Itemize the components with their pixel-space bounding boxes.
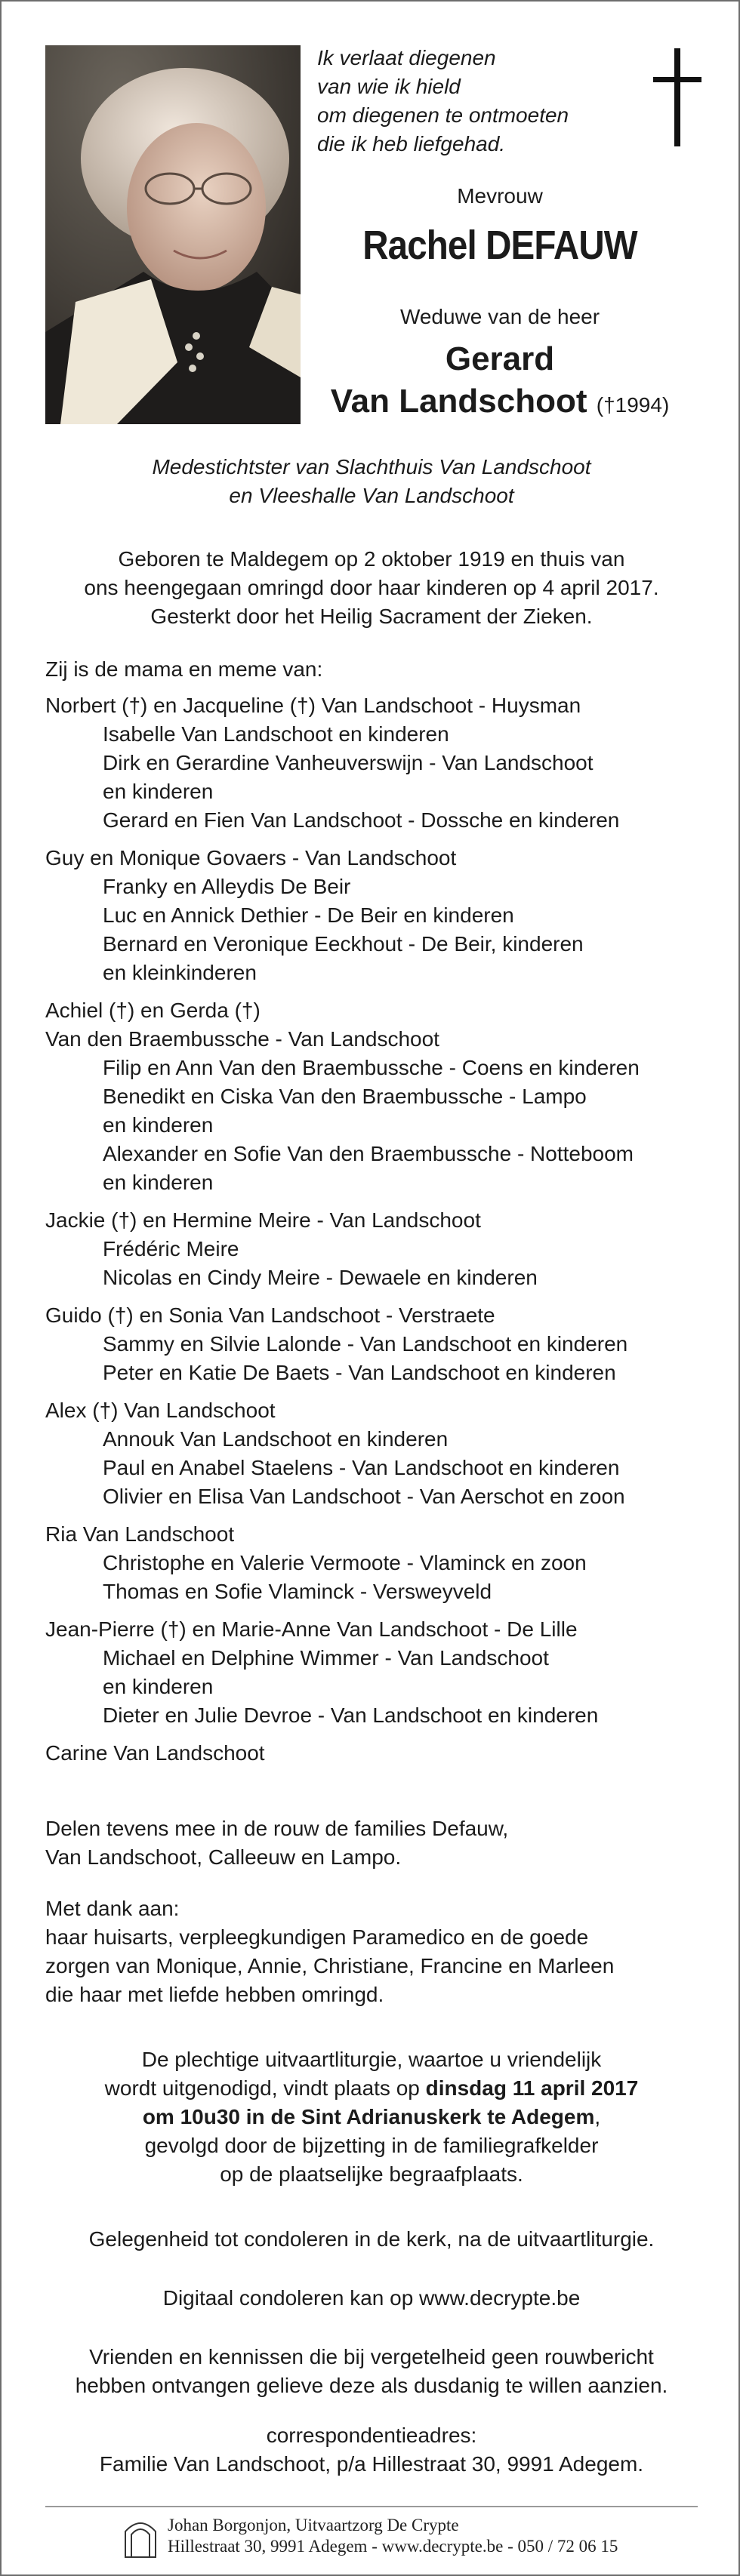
funeral-comma: , [594,2105,601,2128]
thanks-heading: Met dank aan: [45,1897,180,1920]
family-group [45,844,698,987]
family-head: Guy en Monique Govaers - Van Landschoot [45,846,457,869]
family-head: Ria Van Landschoot [45,1522,235,1546]
poem-line: Ik verlaat diegenen [317,46,496,69]
notice-text [45,2343,698,2400]
spouse-last-name: Van Landschoot [330,383,587,420]
family-member: Dirk en Gerardine Vanheuverswijn - Van Landschoot [103,751,594,774]
family-member: Filip en Ann Van den Braembussche - Coens en kinderen [103,1056,640,1079]
correspondence-address: Familie Van Landschoot, p/a Hillestraat 30, 9991 Adegem. [99,2452,644,2476]
family-member: Michael en Delphine Wimmer - Van Landschoot [103,1646,549,1670]
deceased-name: Rachel DEFAUW [362,223,637,268]
widow-of: Weduwe van de heer [399,305,600,328]
family-member: en kinderen [103,1113,214,1137]
family-group [45,1301,698,1387]
family-group [45,1396,698,1511]
poem-line: die ik heb liefgehad. [317,132,506,155]
thanks-line: zorgen van Monique, Annie, Christiane, Francine en Marleen [45,1954,615,1977]
birth-text [45,545,698,631]
birth-line: Gesterkt door het Heilig Sacrament der Zieken. [150,605,593,628]
crypt-logo-icon [124,2515,157,2559]
funeral-line: op de plaatselijke begraafplaats. [220,2162,523,2186]
family-group [45,1739,698,1768]
founder-text [45,453,698,510]
poem-line: van wie ik hield [317,75,461,98]
family-head: Van den Braembussche - Van Landschoot [45,1027,439,1051]
birth-line: ons heengegaan omringd door haar kinderen op 4 april 2017. [84,576,659,599]
family-member: Peter en Katie De Baets - Van Landschoot en kinderen [103,1361,616,1384]
funeral-line: De plechtige uitvaartliturgie, waartoe u vriendelijk [141,2048,602,2071]
family-member: Bernard en Veronique Eeckhout - De Beir, kinderen [103,932,584,956]
family-member: Franky en Alleydis De Beir [103,875,351,898]
family-member: Dieter en Julie Devroe - Van Landschoot en kinderen [103,1703,599,1727]
honorific: Mevrouw [457,184,543,208]
family-group [45,1615,698,1730]
spouse-last-line [304,380,696,426]
family-member: Olivier en Elisa Van Landschoot - Van Aerschot en zoon [103,1485,625,1508]
correspondence-label: correspondentieadres: [266,2424,477,2447]
family-group [45,1206,698,1292]
funeral-line: gevolgd door de bijzetting in de familiegrafkelder [144,2134,599,2157]
family-member: en kinderen [103,780,214,803]
founder-line: en Vleeshalle Van Landschoot [229,484,514,507]
birth-line: Geboren te Maldegem op 2 oktober 1919 en thuis van [118,547,625,571]
family-member: Thomas en Sofie Vlaminck - Versweyveld [103,1580,492,1603]
poem-line: om diegenen te ontmoeten [317,103,569,127]
cross-icon [647,48,708,146]
family-member: Annouk Van Landschoot en kinderen [103,1427,449,1451]
funeral-time-place: om 10u30 in de Sint Adrianuskerk te Adegem [142,2105,595,2128]
family-head: Guido (†) en Sonia Van Landschoot - Verstraete [45,1303,495,1327]
family-group [45,996,698,1197]
correspondence [45,2421,698,2479]
funeral-home-contact: Hillestraat 30, 9991 Adegem - www.decrypte.be - 050 / 72 06 15 [168,2537,618,2556]
spouse-name [304,338,696,426]
family-member: Paul en Anabel Staelens - Van Landschoot en kinderen [103,1456,620,1479]
family-head: Alex (†) Van Landschoot [45,1399,276,1422]
mourning-line: Delen tevens mee in de rouw de families Defauw, [45,1817,509,1840]
family-member: en kinderen [103,1171,214,1194]
spouse-first-name: Gerard [445,340,555,377]
family-head: Achiel (†) en Gerda (†) [45,999,261,1022]
family-member: Isabelle Van Landschoot en kinderen [103,722,449,746]
notice-line: hebben ontvangen gelieve deze als dusdanig te willen aanzien. [75,2374,668,2397]
family-member: en kleinkinderen [103,961,257,984]
funeral-home-name: Johan Borgonjon, Uitvaartzorg De Crypte [168,2516,459,2534]
founder-line: Medestichtster van Slachthuis Van Landschoot [152,455,591,479]
portrait-photo [45,45,301,424]
family-intro: Zij is de mama en meme van: [45,657,323,681]
family-head: Carine Van Landschoot [45,1741,265,1765]
family-member: Sammy en Silvie Lalonde - Van Landschoot en kinderen [103,1332,628,1356]
condolence-online: Digitaal condoleren kan op www.decrypte.be [162,2286,581,2310]
condolence-church: Gelegenheid tot condoleren in de kerk, na de uitvaartliturgie. [88,2227,655,2251]
mourning-text [45,1814,698,1872]
spouse-death-year: (†1994) [596,393,670,417]
family-member: en kinderen [103,1675,214,1698]
family-head: Jean-Pierre (†) en Marie-Anne Van Landschoot - De Lille [45,1617,578,1641]
funeral-line [45,2103,698,2131]
funeral-date: dinsdag 11 april 2017 [425,2076,639,2100]
family-head: Norbert (†) en Jacqueline (†) Van Landschoot - Huysman [45,694,581,717]
family-group [45,691,698,835]
notice-line: Vrienden en kennissen die bij vergetelheid geen rouwbericht [89,2345,654,2368]
footer-divider [45,2506,698,2507]
family-member: Luc en Annick Dethier - De Beir en kinderen [103,903,514,927]
family-member: Alexander en Sofie Van den Braembussche - Notteboom [103,1142,634,1165]
family-group [45,1520,698,1606]
family-member: Christophe en Valerie Vermoote - Vlaminck en zoon [103,1551,587,1574]
funeral-line [45,2074,698,2103]
funeral-text [45,2045,698,2189]
poem [317,44,604,158]
thanks-text [45,1894,698,2009]
family-member: Benedikt en Ciska Van den Braembussche - Lampo [103,1085,587,1108]
family-member: Gerard en Fien Van Landschoot - Dossche en kinderen [103,808,620,832]
funeral-home-info [168,2515,666,2557]
thanks-line: haar huisarts, verpleegkundigen Paramedico en de goede [45,1925,589,1949]
funeral-invite: wordt uitgenodigd, vindt plaats op [104,2076,426,2100]
family-head: Jackie (†) en Hermine Meire - Van Landschoot [45,1208,481,1232]
thanks-line: die haar met liefde hebben omringd. [45,1983,384,2006]
family-member: Nicolas en Cindy Meire - Dewaele en kinderen [103,1266,538,1289]
mourning-line: Van Landschoot, Calleeuw en Lampo. [45,1845,402,1869]
family-member: Frédéric Meire [103,1237,239,1260]
family-list [45,691,698,1768]
